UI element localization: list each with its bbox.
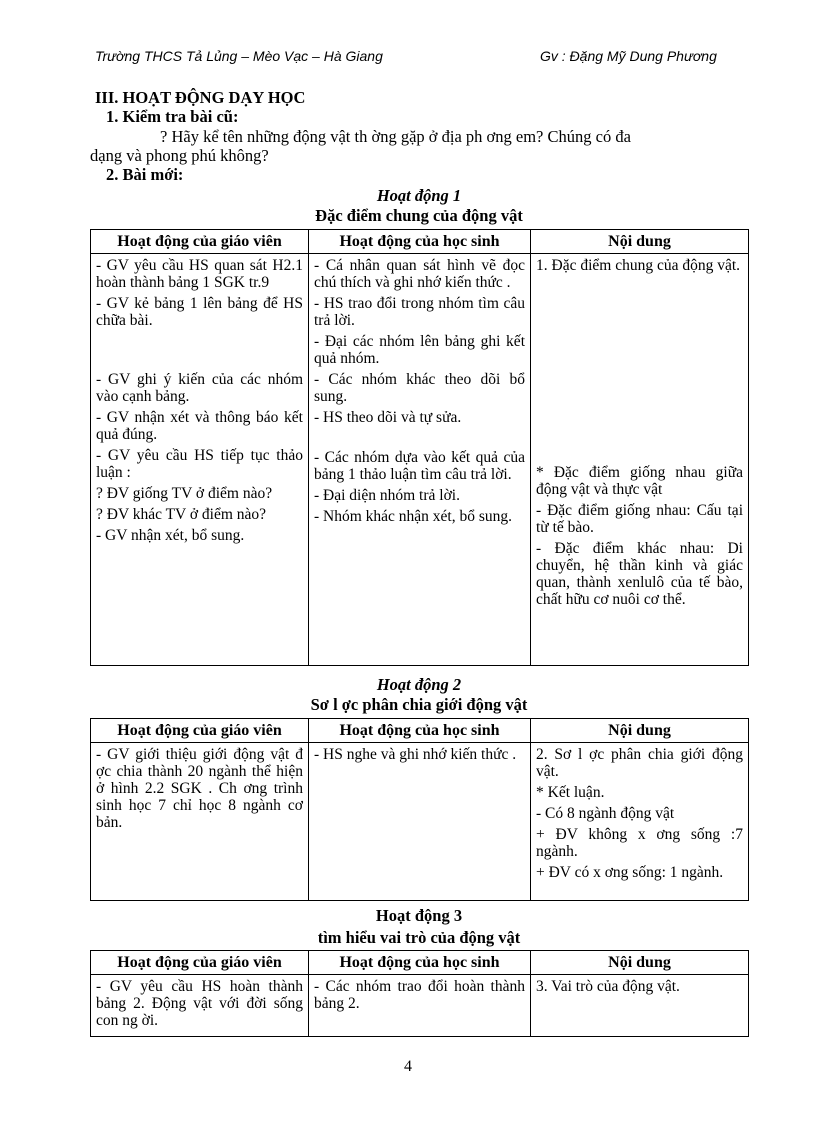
activity3-header-row [91,951,749,975]
student-step: - HS nghe và ghi nhớ kiến thức . [314,746,517,763]
question-line-2: dạng và phong phú không? [90,146,269,165]
student-step: - Các nhóm khác theo dõi bổ sung. [314,371,525,405]
student-step: - HS trao đổi trong nhóm tìm câu trả lời. [314,295,525,329]
activity3-student-cell [309,975,531,1037]
teacher-step: - GV giới thiệu giới động vật đ ợc chia thành 20 ngành thể hiện ở hình 2.2 SGK . Ch ơng trình sinh học 7 chỉ học 8 ngành cơ bản. [96,746,303,831]
activity3-label: Hoạt động 3 [375,906,463,925]
content-item: + ĐV có x ơng sống: 1 ngành. [536,864,724,881]
teacher-step: ? ĐV khác TV ở điểm nào? [96,506,267,523]
activity1-table [90,229,749,666]
teacher-step: ? ĐV giống TV ở điểm nào? [96,485,273,502]
header-student-col: Hoạt động của học sinh [309,719,531,743]
student-step: - Cá nhân quan sát hình vẽ đọc chú thích và ghi nhớ kiến thức . [314,257,525,291]
teacher-step: - GV kẻ bảng 1 lên bảng để HS chữa bài. [96,295,303,329]
content-item: - Đặc điểm giống nhau: Cấu tại từ tế bào. [536,502,743,536]
activity1-title: Đặc điểm chung của động vật [315,206,523,225]
activity2-header-row [91,719,749,743]
header-teacher-col: Hoạt động của giáo viên [91,230,309,254]
header-student-col: Hoạt động của học sinh [309,230,531,254]
header-content-col: Nội dung [531,719,749,743]
activity3-title: tìm hiểu vai trò của động vật [317,928,521,947]
activity3-table [90,950,749,1037]
student-step: - Các nhóm dựa vào kết quả của bảng 1 thảo luận tìm câu trả lời. [314,449,525,483]
content-item: - Có 8 ngành động vật [536,805,675,822]
teacher-step: - GV yêu cầu HS quan sát H2.1 hoàn thành bảng 1 SGK tr.9 [96,257,303,291]
student-step: - Nhóm khác nhận xét, bổ sung. [314,508,513,525]
header-school: Trường THCS Tả Lủng – Mèo Vạc – Hà Giang [95,48,383,64]
question-line-1: ? Hãy kể tên những động vật th ờng gặp ở địa ph ơng em? Chúng có đa [160,127,631,146]
content-item: + ĐV không x ơng sống :7 ngành. [536,826,743,860]
teacher-step: - GV nhận xét và thông báo kết quả đúng. [96,409,303,443]
activity1-student-cell [309,254,531,666]
student-step: - Đại diện nhóm trả lời. [314,487,460,504]
bai-moi-heading: 2. Bài mới: [106,165,184,184]
section-title: III. HOẠT ĐỘNG DẠY HỌC [95,88,306,107]
activity1-body-row [91,254,749,666]
kiem-tra-heading: 1. Kiểm tra bài cũ: [106,107,239,126]
activity3-body-row [91,975,749,1037]
activity1-label: Hoạt động 1 [376,186,462,205]
header-content-col: Nội dung [531,951,749,975]
activity2-teacher-cell [91,743,309,901]
content-item: 3. Vai trò của động vật. [536,978,680,995]
activity1-content-cell [531,254,749,666]
student-step: - Đại các nhóm lên bảng ghi kết quả nhóm. [314,333,525,367]
activity3-teacher-cell [91,975,309,1037]
activity2-student-cell [309,743,531,901]
header-teacher-col: Hoạt động của giáo viên [91,719,309,743]
header-teacher: Gv : Đặng Mỹ Dung Phương [540,48,717,64]
activity2-label: Hoạt động 2 [376,675,462,694]
activity2-title: Sơ l ợc phân chia giới động vật [310,695,528,714]
header-student-col: Hoạt động của học sinh [309,951,531,975]
teacher-step: - GV yêu cầu HS hoàn thành bảng 2. Động vật với đời sống con ng ời. [96,978,303,1029]
content-item: 2. Sơ l ợc phân chia giới động vật. [536,746,743,780]
activity2-content-cell [531,743,749,901]
content-item: 1. Đặc điểm chung của động vật. [536,257,741,274]
header-teacher-col: Hoạt động của giáo viên [91,951,309,975]
student-step: - HS theo dõi và tự sửa. [314,409,462,426]
student-step: - Các nhóm trao đổi hoàn thành bảng 2. [314,978,525,1012]
activity1-header-row [91,230,749,254]
content-item: * Đặc điểm giống nhau giữa động vật và thực vật [536,464,743,498]
activity2-table [90,718,749,901]
content-item: - Đặc điểm khác nhau: Di chuyển, hệ thần kinh và giác quan, thành xenlulô của tế bào, chất hữu cơ nuôi cơ thể. [536,540,743,608]
page-number: 4 [404,1058,412,1075]
activity2-body-row [91,743,749,901]
header-content-col: Nội dung [531,230,749,254]
activity1-teacher-cell [91,254,309,666]
teacher-step: - GV yêu cầu HS tiếp tục thảo luận : [96,447,303,481]
teacher-step: - GV nhận xét, bổ sung. [96,527,245,544]
teacher-step: - GV ghi ý kiến của các nhóm vào cạnh bảng. [96,371,303,405]
content-item: * Kết luận. [536,784,605,801]
activity3-content-cell [531,975,749,1037]
